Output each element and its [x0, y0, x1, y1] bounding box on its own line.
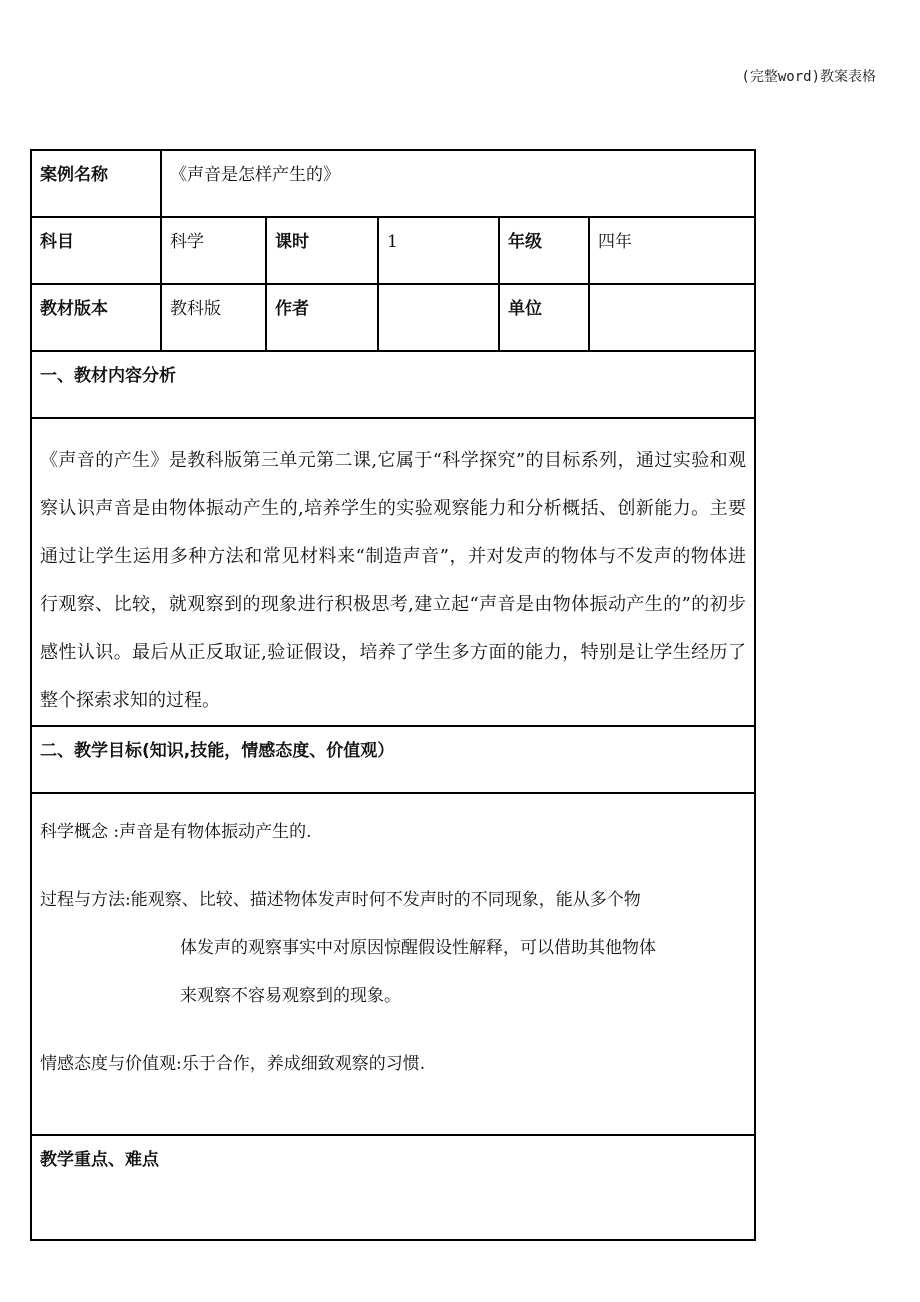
section2-title-row	[31, 726, 755, 793]
case-name-label: 案例名称	[31, 150, 161, 217]
section2-title: 二、教学目标(知识,技能，情感态度、价值观）	[31, 726, 755, 793]
grade-value: 四年	[589, 217, 755, 284]
edition-row	[31, 284, 755, 351]
goal-concept: 科学概念 :声音是有物体振动产生的.	[40, 822, 312, 842]
section2-content-cell	[31, 793, 755, 1135]
goal-process-line2: 体发声的观察事实中对原因惊醒假设性解释，可以借助其他物体	[180, 938, 656, 958]
section1-title: 一、教材内容分析	[31, 351, 755, 418]
period-value: 1	[378, 217, 499, 284]
section1-title-row	[31, 351, 755, 418]
unit-value	[589, 284, 755, 351]
subject-label: 科目	[31, 217, 161, 284]
section3-title: 教学重点、难点	[31, 1135, 755, 1240]
section1-content: 《声音的产生》是教科版第三单元第二课,它属于“科学探究”的目标系列，通过实验和观察认识声音是由物体振动产生的,培养学生的实验观察能力和分析概括、创新能力。主要通过让学生运用多种方法和常见材料来“制造声音”，并对发声的物体与不发声的物体进 行观察、比较，就观察到的现象进行积极思考,建立起“声音是由物体振动产生的”的初步感性认识。最后从正反取证,验证假设，培养了学生多方面的能力，特别是让学生经历了整个探索求知的过程。	[40, 450, 747, 711]
goal-attitude: 情感态度与价值观:乐于合作，养成细致观察的习惯.	[40, 1054, 426, 1074]
edition-value: 教科版	[161, 284, 266, 351]
period-label: 课时	[266, 217, 378, 284]
goal-process-line1: 过程与方法:能观察、比较、描述物体发声时何不发声时的不同现象，能从多个物	[40, 890, 641, 910]
author-value	[378, 284, 499, 351]
subject-row	[31, 217, 755, 284]
lesson-plan-table	[30, 149, 756, 1241]
case-name-value: 《声音是怎样产生的》	[161, 150, 755, 217]
section2-content-row	[31, 793, 755, 1135]
page-header: (完整word)教案表格	[741, 69, 876, 85]
subject-value: 科学	[161, 217, 266, 284]
unit-label: 单位	[499, 284, 589, 351]
grade-label: 年级	[499, 217, 589, 284]
goal-process-line3: 来观察不容易观察到的现象。	[180, 986, 401, 1006]
author-label: 作者	[266, 284, 378, 351]
edition-label: 教材版本	[31, 284, 161, 351]
section3-row	[31, 1135, 755, 1240]
section1-content-cell	[31, 418, 755, 726]
case-name-row	[31, 150, 755, 217]
section1-content-row	[31, 418, 755, 726]
